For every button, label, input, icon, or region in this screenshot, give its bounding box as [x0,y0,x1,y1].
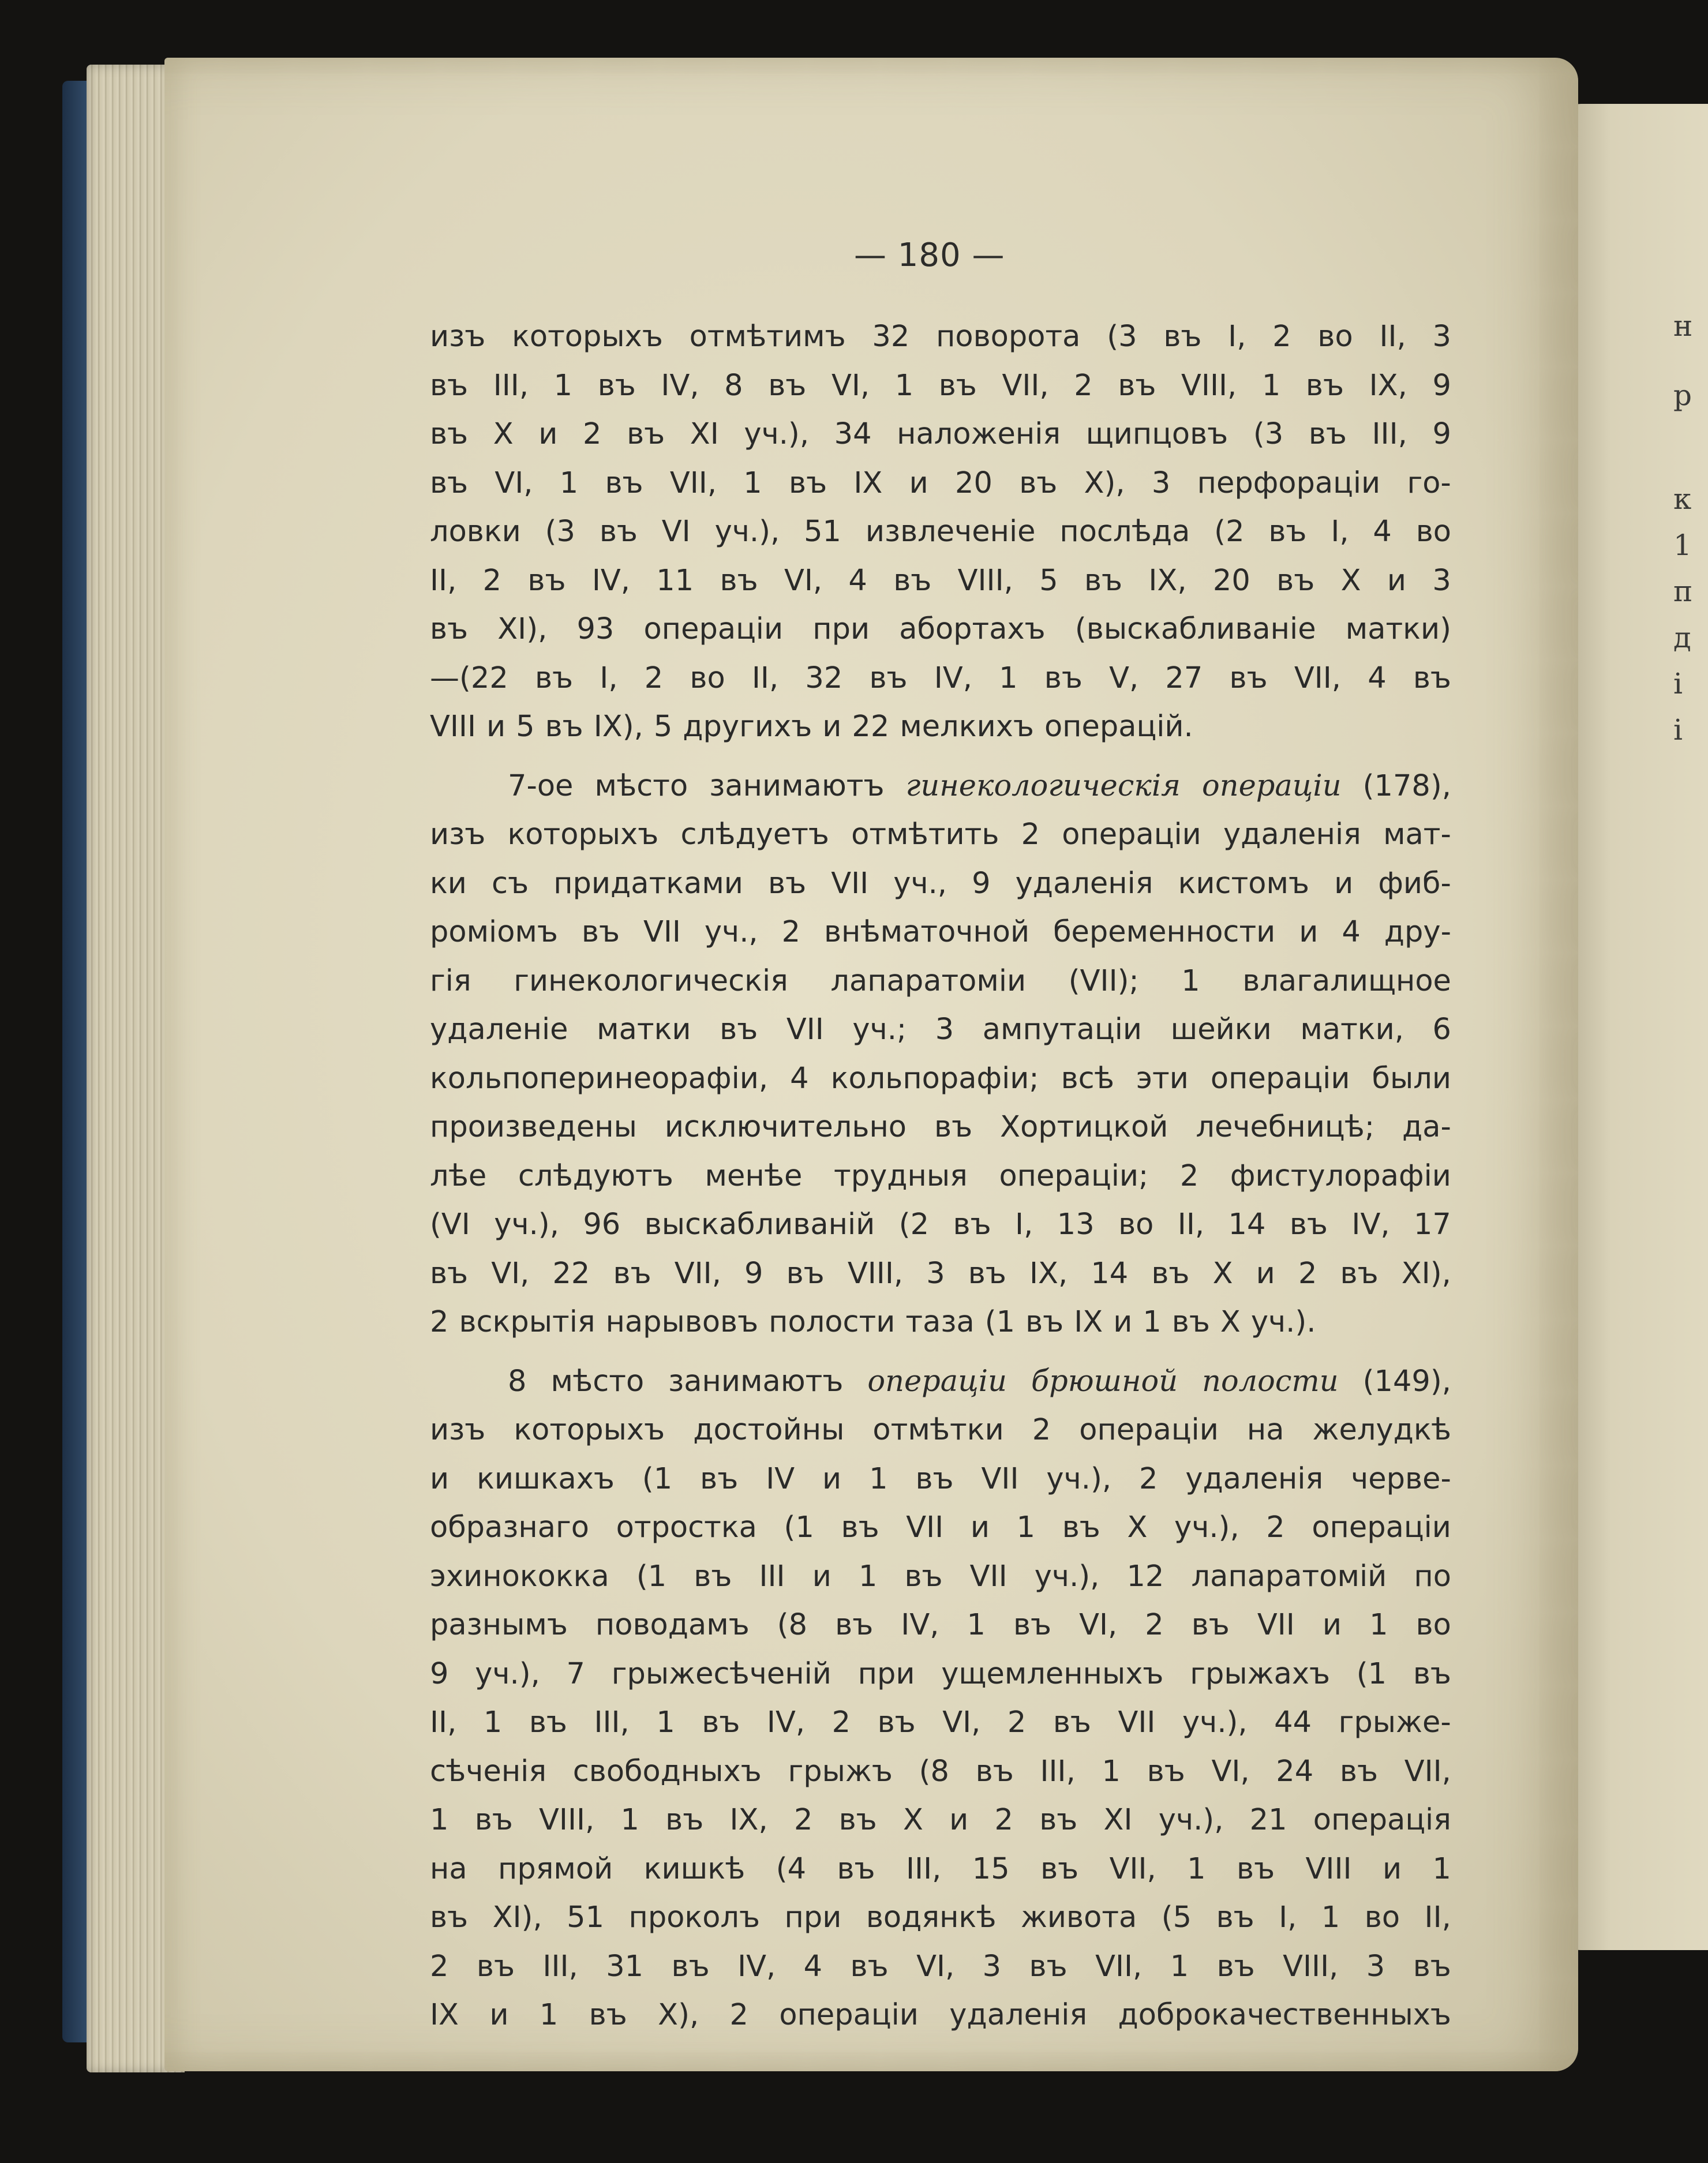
text-line: въ VI, 1 въ VII, 1 въ IX и 20 въ X), 3 перфораціи го- [430,466,1451,500]
text-line: (VI уч.), 96 выскабливаній (2 въ I, 13 во II, 14 въ IV, 17 [430,1208,1451,1242]
text-line: изъ которыхъ отмѣтимъ 32 поворота (3 въ I, 2 во II, 3 [430,320,1451,354]
text-line: въ VI, 22 въ VII, 9 въ VIII, 3 въ IX, 14 въ X и 2 въ XI), [430,1256,1451,1291]
text-line: 7-ое мѣсто занимаютъ гинекологическія операціи (178), [508,769,1451,803]
facing-page-letter: д [1673,621,1691,654]
facing-page [1558,104,1708,1950]
text-line: и кишкахъ (1 въ IV и 1 въ VII уч.), 2 удаленія черве- [430,1461,1451,1496]
text-line: II, 2 въ IV, 11 въ VI, 4 въ VIII, 5 въ IX, 20 въ X и 3 [430,563,1451,598]
text-line: образнаго отростка (1 въ VII и 1 въ X уч.), 2 операціи [430,1510,1451,1545]
text-line: въ III, 1 въ IV, 8 въ VI, 1 въ VII, 2 въ VIII, 1 въ IX, 9 [430,368,1451,403]
text-line: эхинококка (1 въ III и 1 въ VII уч.), 12 лапаратомій по [430,1559,1451,1594]
text-line: ловки (3 въ VI уч.), 51 извлеченіе послѣда (2 въ I, 4 во [430,515,1451,549]
text-line: IX и 1 въ X), 2 операціи удаленія доброкачественныхъ [430,1998,1451,2032]
text-line: въ X и 2 въ XI уч.), 34 наложенія щипцовъ (3 въ III, 9 [430,417,1451,451]
text-line: VIII и 5 въ IX), 5 другихъ и 22 мелкихъ операцій. [430,710,1193,744]
facing-page-letter: 1 [1673,528,1692,562]
text-line: ки съ придатками въ VII уч., 9 удаленія кистомъ и фиб- [430,866,1451,901]
text-line: въ XI), 93 операціи при абортахъ (выскабливаніе матки) [430,612,1451,646]
page-body [430,313,1451,2040]
facing-page-letter: п [1673,575,1693,608]
text-line: изъ которыхъ слѣдуетъ отмѣтить 2 операціи удаленія мат- [430,818,1451,852]
text-line: 2 вскрытія нарывовъ полости таза (1 въ IX и 1 въ X уч.). [430,1305,1316,1339]
text-line: ромiомъ въ VII уч., 2 внѣматочной беременности и 4 дру- [430,915,1451,949]
text-line: на прямой кишкѣ (4 въ III, 15 въ VII, 1 въ VIII и 1 [430,1851,1451,1886]
text-line: 2 въ III, 31 въ IV, 4 въ VI, 3 въ VII, 1 въ VIII, 3 въ [430,1949,1451,1984]
page-number: — 180 — [854,237,1005,274]
text-line: произведены исключительно въ Хортицкой лечебницѣ; да- [430,1110,1451,1144]
text-line: кольпоперинеорафіи, 4 кольпорафіи; всѣ эти операціи были [430,1061,1451,1096]
facing-page-letter: н [1673,309,1693,343]
text-line: разнымъ поводамъ (8 въ IV, 1 въ VI, 2 въ VII и 1 во [430,1608,1451,1642]
facing-page-letter: і [1673,713,1683,747]
facing-page-letter: к [1673,482,1692,516]
text-line: 8 мѣсто занимаютъ операціи брюшной полости (149), [508,1364,1451,1399]
text-line: 1 въ VIII, 1 въ IX, 2 въ X и 2 въ XI уч.), 21 операція [430,1803,1451,1837]
text-line: изъ которыхъ достойны отмѣтки 2 операціи на желудкѣ [430,1413,1451,1447]
text-line: сѣченія свободныхъ грыжъ (8 въ III, 1 въ VI, 24 въ VII, [430,1754,1451,1789]
text-line: лѣе слѣдуютъ менѣе трудныя операціи; 2 фистулорафіи [430,1159,1451,1193]
text-line: въ XI), 51 проколъ при водянкѣ живота (5 въ I, 1 во II, [430,1900,1451,1935]
text-line: —(22 въ I, 2 во II, 32 въ IV, 1 въ V, 27 въ VII, 4 въ [430,661,1451,695]
facing-page-letter: р [1673,378,1692,412]
text-line: II, 1 въ III, 1 въ IV, 2 въ VI, 2 въ VII уч.), 44 грыже- [430,1705,1451,1740]
text-line: гія гинекологическія лапаратомiи (VII); 1 влагалищное [430,964,1451,998]
facing-page-letter: і [1673,667,1683,700]
text-line: 9 уч.), 7 грыжесѣченій при ущемленныхъ грыжахъ (1 въ [430,1656,1451,1691]
text-line: удаленіе матки въ VII уч.; 3 ампутаціи шейки матки, 6 [430,1013,1451,1047]
